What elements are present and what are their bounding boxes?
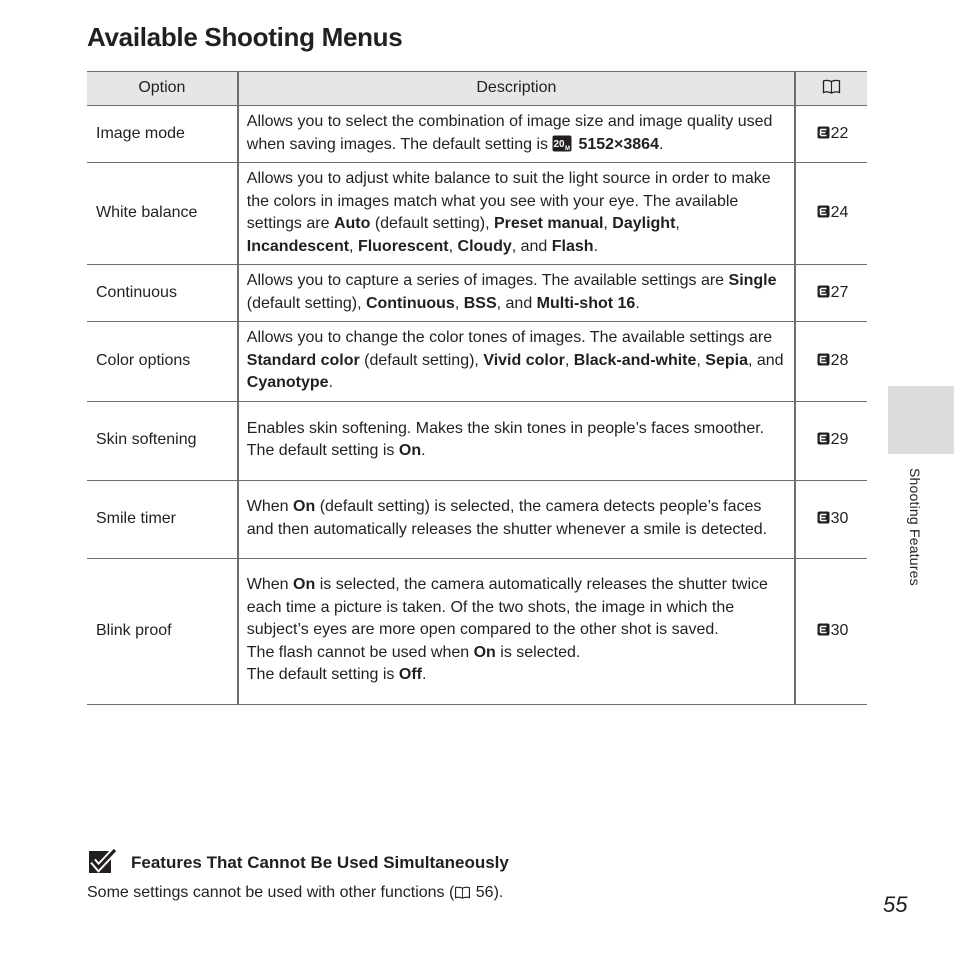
description-skin-softening: Enables skin softening. Makes the skin tones in people’s faces smoother. The default setting is On. bbox=[238, 401, 795, 480]
description-white-balance: Allows you to adjust white balance to suit the light source in order to make the colors in images match what you see with your eye. The available settings are Auto (default setting), Preset manual, Daylight, Incandescent, Fluorescent, Cloudy, and Flash. bbox=[238, 163, 795, 265]
reference-continuous: 27 bbox=[795, 265, 867, 322]
svg-text:M: M bbox=[565, 145, 571, 152]
page-number: 55 bbox=[883, 892, 908, 917]
table-row bbox=[87, 322, 867, 402]
option-continuous: Continuous bbox=[87, 265, 238, 322]
shooting-menu-table bbox=[87, 71, 867, 705]
table-header-row bbox=[87, 72, 867, 106]
reference-image-mode: 22 bbox=[795, 106, 867, 163]
reference-section-icon bbox=[817, 126, 830, 139]
reference-section-icon bbox=[817, 353, 830, 366]
note-body: Some settings cannot be used with other functions ( 56). bbox=[87, 884, 504, 901]
table-row bbox=[87, 558, 867, 704]
reference-section-icon bbox=[817, 432, 830, 445]
svg-text:20: 20 bbox=[553, 138, 566, 150]
option-color-options: Color options bbox=[87, 322, 238, 402]
header-reference bbox=[795, 72, 867, 106]
header-description: Description bbox=[238, 72, 795, 106]
table-row bbox=[87, 106, 867, 163]
reference-section-icon bbox=[817, 285, 830, 298]
description-continuous: Allows you to capture a series of images. The available settings are Single (default setting), Continuous, BSS, and Multi-shot 16. bbox=[238, 265, 795, 322]
option-blink-proof: Blink proof bbox=[87, 558, 238, 704]
book-icon bbox=[454, 886, 471, 899]
option-smile-timer: Smile timer bbox=[87, 480, 238, 558]
reference-white-balance: 24 bbox=[795, 163, 867, 265]
section-tab bbox=[888, 386, 954, 454]
description-smile-timer: When On (default setting) is selected, the camera detects people’s faces and then automatically releases the shutter whenever a smile is detected. bbox=[238, 480, 795, 558]
description-blink-proof: When On is selected, the camera automatically releases the shutter twice each time a picture is taken. Of the two shots, the image in which the subject’s eyes are more open compared to the other shot is saved. The flash cannot be used when On is selected. The default setting is Off. bbox=[238, 558, 795, 704]
book-icon bbox=[822, 79, 841, 94]
table-row bbox=[87, 163, 867, 265]
description-color-options: Allows you to change the color tones of images. The available settings are Standard color (default setting), Vivid color, Black-and-white, Sepia, and Cyanotype. bbox=[238, 322, 795, 402]
option-image-mode: Image mode bbox=[87, 106, 238, 163]
reference-section-icon bbox=[817, 511, 830, 524]
note-heading: Features That Cannot Be Used Simultaneously bbox=[131, 853, 509, 872]
image-mode-20m-icon bbox=[552, 135, 572, 152]
table-row bbox=[87, 480, 867, 558]
reference-color-options: 28 bbox=[795, 322, 867, 402]
page-title: Available Shooting Menus bbox=[87, 22, 403, 52]
section-label: Shooting Features bbox=[907, 468, 923, 586]
table-row bbox=[87, 265, 867, 322]
header-option: Option bbox=[87, 72, 238, 106]
reference-skin-softening: 29 bbox=[795, 401, 867, 480]
checkmark-note-icon bbox=[88, 848, 118, 874]
reference-blink-proof: 30 bbox=[795, 558, 867, 704]
reference-smile-timer: 30 bbox=[795, 480, 867, 558]
option-white-balance: White balance bbox=[87, 163, 238, 265]
table-row bbox=[87, 401, 867, 480]
reference-section-icon bbox=[817, 623, 830, 636]
option-skin-softening: Skin softening bbox=[87, 401, 238, 480]
reference-section-icon bbox=[817, 205, 830, 218]
description-image-mode: Allows you to select the combination of image size and image quality used when saving images. The default setting is 20 M 5152×3864. bbox=[238, 106, 795, 163]
